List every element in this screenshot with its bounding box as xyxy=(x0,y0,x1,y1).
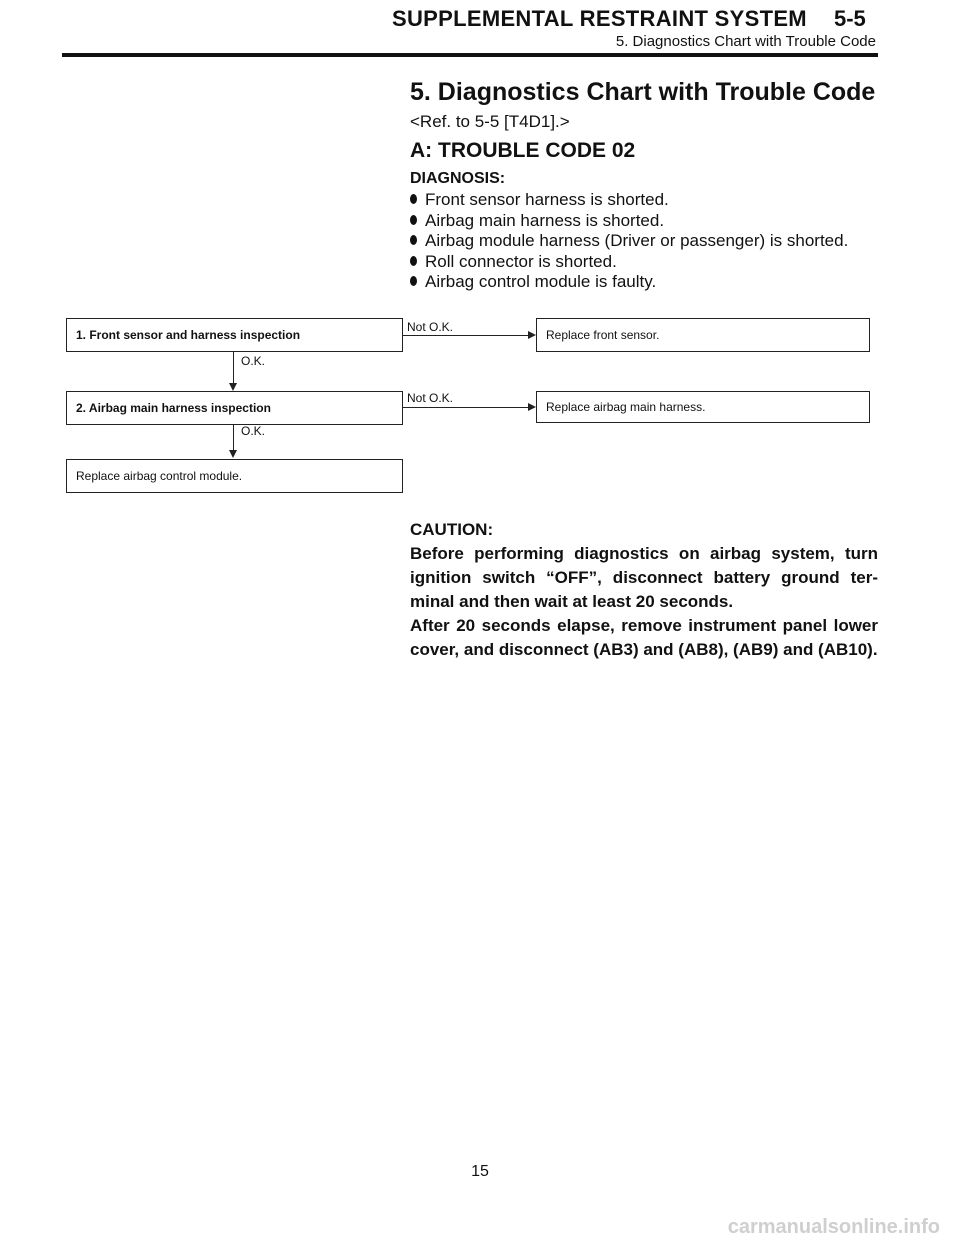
arrow-right-icon xyxy=(528,331,536,339)
step2-box: 2. Airbag main harness inspection xyxy=(66,391,403,425)
header-subtitle: 5. Diagnostics Chart with Trouble Code xyxy=(615,33,876,50)
bullet-icon xyxy=(410,256,417,266)
reference-link[interactable]: <Ref. to 5-5 [T4D1].> xyxy=(410,112,570,131)
list-item: Airbag module harness (Driver or passenger) is shorted. xyxy=(410,231,870,252)
list-item: Airbag control module is faulty. xyxy=(410,272,870,293)
step2-fail-label: Not O.K. xyxy=(407,391,454,405)
bullet-icon xyxy=(410,235,417,245)
step1-fail-label: Not O.K. xyxy=(407,320,454,334)
step2-fail-action-box: Replace airbag main harness. xyxy=(536,391,870,423)
arrow-down-icon xyxy=(229,383,237,391)
arrow-down-icon xyxy=(229,450,237,458)
page-number: 15 xyxy=(471,1163,489,1180)
step1-fail-action-box: Replace front sensor. xyxy=(536,318,870,352)
arrow-right-icon xyxy=(528,403,536,411)
step1-box: 1. Front sensor and harness inspection xyxy=(66,318,403,352)
list-item: Roll connector is shorted. xyxy=(410,252,870,273)
step1-ok-connector xyxy=(233,352,234,385)
step2-fail-connector xyxy=(403,407,529,408)
diagnosis-label: DIAGNOSIS: xyxy=(410,170,506,187)
section-code: 5-5 xyxy=(834,6,866,31)
header-title: SUPPLEMENTAL RESTRAINT SYSTEM xyxy=(392,6,807,31)
caution-block xyxy=(410,518,878,662)
list-item: Front sensor harness is shorted. xyxy=(410,190,870,211)
caution-text-2: After 20 seconds elapse, remove instrument panel lower cover, and disconnect (AB3) and (AB8), (AB9) and (AB10). xyxy=(410,616,878,659)
caution-text-1: Before performing diagnostics on airbag system, turn ignition switch “OFF”, disconnect battery ground ter-minal and then wait at least 20 seconds. xyxy=(410,544,878,611)
watermark: carmanualsonline.info xyxy=(727,1216,940,1238)
step1-fail-connector xyxy=(403,335,529,336)
bullet-icon xyxy=(410,215,417,225)
subsection-title: A: TROUBLE CODE 02 xyxy=(410,139,636,162)
section-title: 5. Diagnostics Chart with Trouble Code xyxy=(410,78,876,106)
bullet-icon xyxy=(410,194,417,204)
bullet-icon xyxy=(410,276,417,286)
step2-ok-connector xyxy=(233,425,234,452)
caution-label: CAUTION: xyxy=(410,520,494,539)
step2-ok-label: O.K. xyxy=(241,424,266,438)
diagnosis-list xyxy=(410,190,870,293)
list-item: Airbag main harness is shorted. xyxy=(410,211,870,232)
final-action-box: Replace airbag control module. xyxy=(66,459,403,493)
step1-ok-label: O.K. xyxy=(241,354,266,368)
header-rule xyxy=(62,53,878,57)
